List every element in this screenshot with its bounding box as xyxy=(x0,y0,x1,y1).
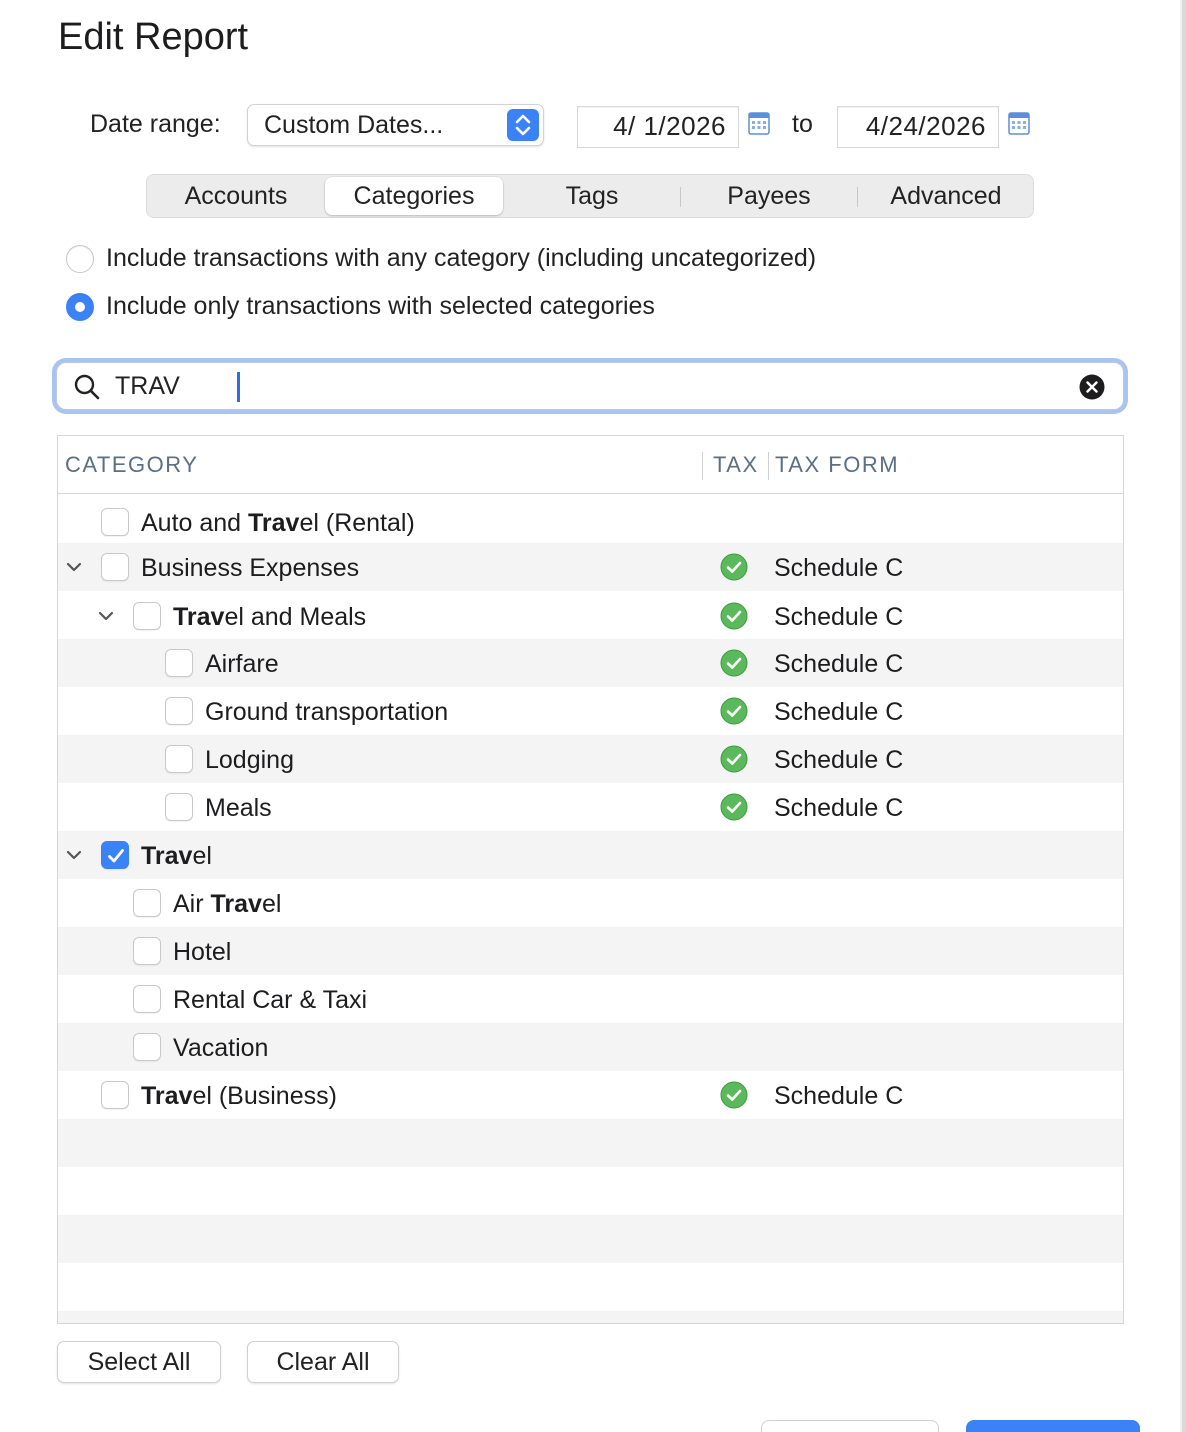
ok-button[interactable] xyxy=(966,1420,1140,1432)
tax-check-icon xyxy=(720,793,748,821)
column-header-tax-form[interactable]: TAX FORM xyxy=(775,452,900,477)
category-name: Business Expenses xyxy=(141,554,360,582)
row-checkbox[interactable] xyxy=(165,745,193,773)
search-icon xyxy=(73,373,101,401)
table-row[interactable] xyxy=(58,639,1123,687)
row-checkbox[interactable] xyxy=(133,985,161,1013)
tax-form-value: Schedule C xyxy=(774,554,904,582)
empty-row xyxy=(58,1311,1123,1324)
date-range-selected: Custom Dates... xyxy=(264,111,444,139)
dialog-title: Edit Report xyxy=(58,16,249,58)
row-checkbox[interactable] xyxy=(165,793,193,821)
category-name: Hotel xyxy=(173,938,232,966)
chevron-down-icon[interactable] xyxy=(64,557,84,577)
column-header-tax[interactable]: TAX xyxy=(713,452,759,477)
table-row[interactable] xyxy=(58,927,1123,975)
tax-form-value: Schedule C xyxy=(774,1082,904,1110)
table-row[interactable] xyxy=(58,498,1123,546)
category-name: Travel and Meals xyxy=(173,603,367,631)
date-range-label: Date range: xyxy=(90,110,221,138)
row-checkbox[interactable] xyxy=(101,508,129,536)
row-checkbox[interactable] xyxy=(101,553,129,581)
tax-form-value: Schedule C xyxy=(774,698,904,726)
tax-form-value: Schedule C xyxy=(774,603,904,631)
category-name: Airfare xyxy=(205,650,279,678)
table-row[interactable] xyxy=(58,831,1123,879)
clear-search-icon[interactable] xyxy=(1079,374,1105,400)
tab-advanced[interactable]: Advanced xyxy=(890,182,1002,210)
empty-row xyxy=(58,1167,1123,1215)
row-checkbox[interactable] xyxy=(133,889,161,917)
date-range-popup[interactable] xyxy=(247,104,544,146)
category-search[interactable] xyxy=(56,362,1124,410)
table-row[interactable] xyxy=(58,975,1123,1023)
tax-check-icon xyxy=(720,1081,748,1109)
table-row[interactable] xyxy=(58,1023,1123,1071)
radio-button[interactable] xyxy=(66,293,94,321)
start-date-field[interactable] xyxy=(577,106,739,148)
tab-tags[interactable]: Tags xyxy=(565,182,619,210)
category-table xyxy=(57,435,1124,1324)
row-checkbox[interactable] xyxy=(101,1081,129,1109)
row-checkbox[interactable] xyxy=(165,697,193,725)
column-divider xyxy=(702,452,703,480)
end-date-value: 4/24/2026 xyxy=(865,111,986,141)
empty-row xyxy=(58,1263,1123,1311)
tax-check-icon xyxy=(720,553,748,581)
popup-stepper-icon xyxy=(507,109,539,141)
table-row[interactable] xyxy=(58,1071,1123,1119)
tab-payees[interactable]: Payees xyxy=(727,182,811,210)
category-name: Travel (Business) xyxy=(141,1082,337,1110)
category-name: Auto and Travel (Rental) xyxy=(141,509,415,537)
tax-form-value: Schedule C xyxy=(774,794,904,822)
table-row[interactable] xyxy=(58,543,1123,591)
row-checkbox[interactable] xyxy=(133,937,161,965)
tax-form-value: Schedule C xyxy=(774,746,904,774)
to-label: to xyxy=(792,110,813,138)
window-edge xyxy=(1182,0,1186,1432)
radio-label: Include transactions with any category (including uncategorized) xyxy=(106,244,817,272)
search-input[interactable] xyxy=(115,369,1015,403)
table-row[interactable] xyxy=(58,687,1123,735)
tax-form-value: Schedule C xyxy=(774,650,904,678)
empty-row xyxy=(58,1215,1123,1263)
row-checkbox[interactable] xyxy=(133,1033,161,1061)
category-name: Lodging xyxy=(205,746,294,774)
checkmark-icon xyxy=(106,846,126,866)
chevron-down-icon[interactable] xyxy=(64,845,84,865)
tax-check-icon xyxy=(720,602,748,630)
filter-tabs xyxy=(146,174,1034,218)
tab-accounts[interactable]: Accounts xyxy=(184,182,288,210)
category-name: Air Travel xyxy=(173,890,282,918)
category-name: Ground transportation xyxy=(205,698,449,726)
category-name: Meals xyxy=(205,794,272,822)
category-name: Travel xyxy=(141,842,212,870)
tax-check-icon xyxy=(720,649,748,677)
tab-categories[interactable]: Categories xyxy=(325,177,503,215)
column-header-category[interactable]: CATEGORY xyxy=(65,452,199,477)
start-date-value: 4/ 1/2026 xyxy=(613,111,726,141)
category-name: Rental Car & Taxi xyxy=(173,986,368,1014)
column-divider xyxy=(768,452,769,480)
table-row[interactable] xyxy=(58,735,1123,783)
table-row[interactable] xyxy=(58,783,1123,831)
empty-row xyxy=(58,1119,1123,1167)
start-calendar-icon[interactable] xyxy=(748,110,770,136)
radio-label: Include only transactions with selected categories xyxy=(106,292,655,320)
category-name: Vacation xyxy=(173,1034,269,1062)
clear-all-button[interactable]: Clear All xyxy=(247,1341,399,1383)
table-row[interactable] xyxy=(58,592,1123,640)
row-checkbox[interactable] xyxy=(133,602,161,630)
text-caret xyxy=(237,372,240,402)
end-date-field[interactable] xyxy=(837,106,999,148)
table-row[interactable] xyxy=(58,879,1123,927)
tax-check-icon xyxy=(720,745,748,773)
select-all-button[interactable]: Select All xyxy=(57,1341,221,1383)
row-checkbox-checked[interactable] xyxy=(101,841,129,869)
tax-check-icon xyxy=(720,697,748,725)
end-calendar-icon[interactable] xyxy=(1008,110,1030,136)
chevron-down-icon[interactable] xyxy=(96,606,116,626)
table-header xyxy=(58,436,1123,494)
cancel-button[interactable] xyxy=(761,1420,939,1432)
radio-button[interactable] xyxy=(66,245,94,273)
row-checkbox[interactable] xyxy=(165,649,193,677)
